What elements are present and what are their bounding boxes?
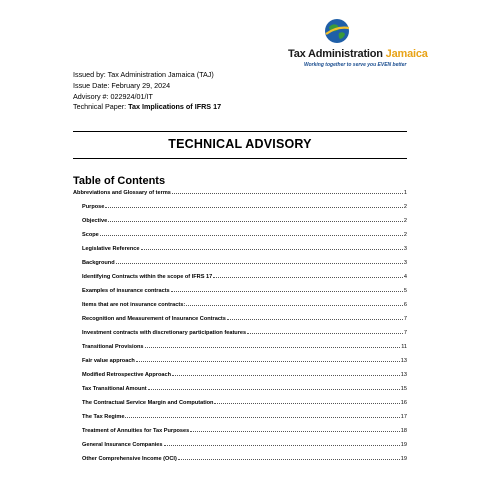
- technical-paper-title: Tax Implications of IFRS 17: [128, 102, 222, 112]
- title-rule-top: [73, 131, 407, 132]
- toc-entry-page: 2: [403, 218, 407, 224]
- toc-entry-page: 2: [403, 232, 407, 238]
- toc-entry-page: 7: [403, 330, 407, 336]
- toc-entry[interactable]: [73, 230, 407, 238]
- toc-leader-dots: [108, 221, 403, 222]
- toc-leader-dots: [145, 347, 401, 348]
- toc-entry-page: 5: [403, 288, 407, 294]
- taj-logo: [286, 18, 428, 68]
- issued-by: Issued by: Tax Administration Jamaica (TAJ): [73, 70, 214, 79]
- toc-entry-title: Modified Retrospective Approach: [82, 372, 171, 378]
- toc-entry-title: Recognition and Measurement of Insurance Contracts: [82, 316, 226, 322]
- toc-entry-page: 13: [400, 372, 407, 378]
- toc-entry[interactable]: [73, 328, 407, 336]
- toc-leader-dots: [100, 235, 403, 236]
- toc-entry-title: Background: [82, 260, 115, 266]
- toc-entry-title: The Tax Regime: [82, 414, 125, 420]
- toc-leader-dots: [141, 249, 403, 250]
- advisory-info: [73, 70, 221, 113]
- toc-entry-title: Purpose: [82, 204, 105, 210]
- toc-entry[interactable]: [73, 202, 407, 210]
- toc-leader-dots: [105, 207, 402, 208]
- toc-leader-dots: [125, 417, 399, 418]
- toc-leader-dots: [148, 389, 400, 390]
- logo-brand-word1: Tax Administration: [288, 48, 383, 60]
- toc-entry-page: 3: [403, 246, 407, 252]
- toc-entry-page: 15: [400, 386, 407, 392]
- technical-paper: [73, 102, 221, 113]
- toc-entry-title: Identifying Contracts within the scope of IFRS 17: [82, 274, 213, 280]
- logo-tagline: Working together to serve you EVEN better: [304, 62, 407, 68]
- toc-leader-dots: [164, 445, 400, 446]
- toc-entry-title: Legislative Reference: [82, 246, 140, 252]
- toc-entry-page: 4: [403, 274, 407, 280]
- technical-paper-label: Technical Paper:: [73, 102, 129, 112]
- title-rule-bottom: [73, 158, 407, 159]
- toc-entry[interactable]: [73, 412, 407, 420]
- toc-entry[interactable]: [73, 440, 407, 448]
- toc-entry-page: 19: [400, 456, 407, 462]
- logo-brand-name: [288, 48, 428, 60]
- toc-entry-title: Treatment of Annuities for Tax Purposes: [82, 428, 190, 434]
- toc-entry-page: 18: [400, 428, 407, 434]
- toc-entry-title: Items that are not insurance contracts:: [82, 302, 186, 308]
- toc-entry-title: Examples of insurance contracts: [82, 288, 170, 294]
- toc-entry[interactable]: [73, 426, 407, 434]
- toc-entry[interactable]: [73, 272, 407, 280]
- toc-entry-title: Objective: [82, 218, 108, 224]
- toc-leader-dots: [116, 263, 403, 264]
- toc-entry-page: 2: [403, 204, 407, 210]
- toc-entry-title: General Insurance Companies: [82, 442, 163, 448]
- toc-entry-title: Fair value approach: [82, 358, 135, 364]
- toc-entry-page: 19: [400, 442, 407, 448]
- advisory-number: Advisory #: 022924/01/IT: [73, 91, 153, 101]
- toc-heading: Table of Contents: [73, 175, 166, 187]
- toc-entry-title: Abbreviations and Glossary of terms: [73, 190, 171, 196]
- toc-leader-dots: [172, 375, 400, 376]
- toc-entry-page: 16: [400, 400, 407, 406]
- toc-entry-page: 3: [403, 260, 407, 266]
- toc-entry-title: Scope: [82, 232, 99, 238]
- toc-entry[interactable]: [73, 342, 407, 350]
- toc-leader-dots: [178, 459, 400, 460]
- toc-entry[interactable]: [73, 286, 407, 294]
- toc-leader-dots: [213, 277, 403, 278]
- toc-leader-dots: [136, 361, 400, 362]
- toc-leader-dots: [190, 431, 400, 432]
- toc-entry-title: Transitional Provisions: [82, 344, 144, 350]
- toc-entry-page: 1: [403, 190, 407, 196]
- toc-entry-page: 11: [401, 344, 407, 350]
- toc-entry-title: Other Comprehensive Income (OCI): [82, 456, 177, 462]
- toc-entry-title: The Contractual Service Margin and Computation: [82, 400, 214, 406]
- issue-date: Issue Date: February 29, 2024: [73, 80, 171, 90]
- toc-leader-dots: [247, 333, 403, 334]
- toc-leader-dots: [171, 291, 403, 292]
- toc-entry[interactable]: [73, 384, 407, 392]
- toc-entry-page: 17: [400, 414, 407, 420]
- toc-entry[interactable]: [73, 356, 407, 364]
- toc-entry[interactable]: [73, 300, 407, 308]
- toc-entry[interactable]: [73, 216, 407, 224]
- toc-entry[interactable]: [73, 454, 407, 462]
- toc-entry[interactable]: [73, 398, 407, 406]
- document-title: TECHNICAL ADVISORY: [168, 137, 312, 151]
- toc-entry-title: Tax Transitional Amount: [82, 386, 147, 392]
- toc-entry[interactable]: [73, 188, 407, 196]
- toc-entry[interactable]: [73, 244, 407, 252]
- toc-entry-page: 7: [403, 316, 407, 322]
- toc-entry[interactable]: [73, 258, 407, 266]
- toc-leader-dots: [186, 305, 403, 306]
- toc-entry-page: 13: [400, 358, 407, 364]
- toc-leader-dots: [214, 403, 399, 404]
- toc-entry[interactable]: [73, 314, 407, 322]
- globe-icon: [324, 18, 350, 44]
- logo-brand-word2: Jamaica: [385, 48, 428, 60]
- toc-leader-dots: [227, 319, 403, 320]
- toc-entry[interactable]: [73, 370, 407, 378]
- toc-leader-dots: [172, 193, 403, 194]
- toc-entry-page: 6: [403, 302, 407, 308]
- toc-entry-title: Investment contracts with discretionary participation features: [82, 330, 247, 336]
